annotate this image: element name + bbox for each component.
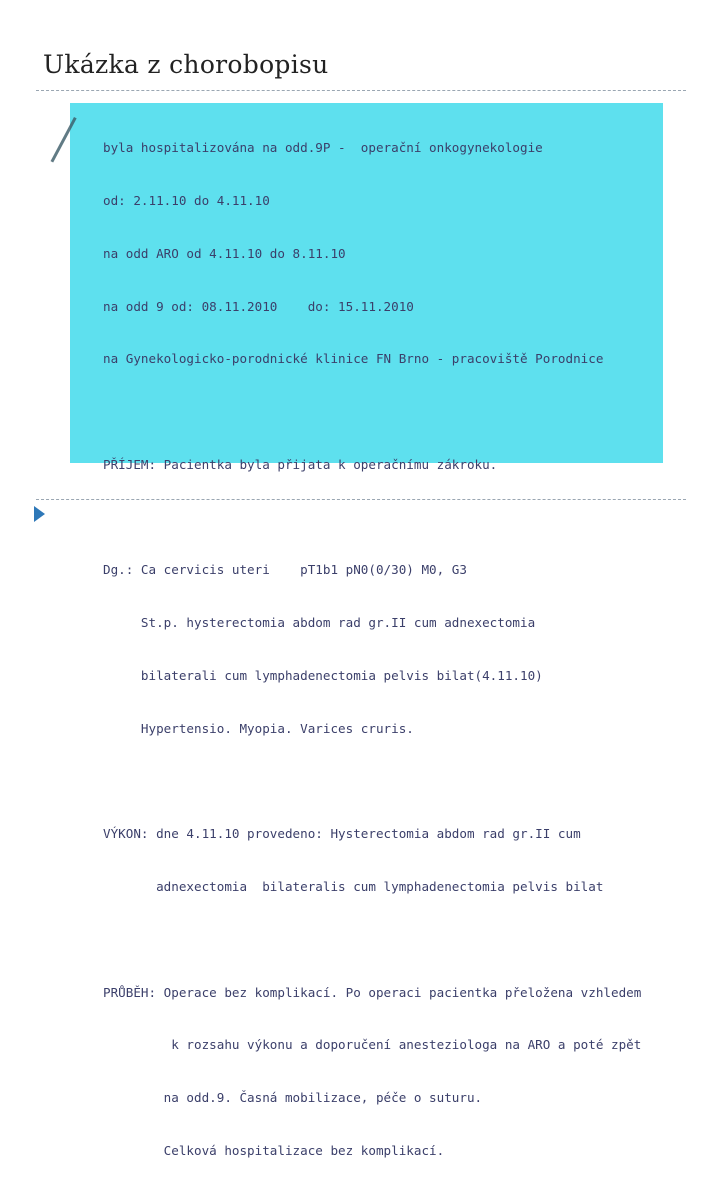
- triangle-right-icon[interactable]: [34, 506, 45, 522]
- document-line: bilaterali cum lymphadenectomia pelvis bilat(4.11.10): [103, 668, 543, 683]
- scanned-document: [70, 103, 663, 1159]
- document-line: byla hospitalizována na odd.9P - operační onkogynekologie: [103, 140, 543, 156]
- document-text: [103, 104, 641, 1195]
- document-line: na odd.9. Časná mobilizace, péče o suturu.: [103, 1090, 483, 1106]
- document-line: na Gynekologicko-porodnické klinice FN Brno - pracoviště Porodnice: [103, 351, 604, 367]
- document-line: [103, 931, 641, 949]
- document-line: [103, 773, 641, 791]
- document-line: Hypertensio. Myopia. Varices cruris.: [103, 720, 414, 736]
- scan-artifact: [51, 117, 77, 163]
- document-line: PŘÍJEM: Pacientka byla přijata k operačnímu zákroku.: [103, 456, 498, 472]
- document-line: Dg.: Ca cervicis uteri pT1b1 pN0(0/30) M0, G3: [103, 562, 467, 578]
- document-line: [103, 509, 641, 527]
- document-line: na odd ARO od 4.11.10 do 8.11.10: [103, 245, 346, 261]
- slide-title: Ukázka z chorobopisu: [43, 50, 329, 79]
- document-line: St.p. hysterectomia abdom rad gr.II cum adnexectomia: [103, 615, 536, 631]
- document-line: od: 2.11.10 do 4.11.10: [103, 192, 270, 208]
- document-line: na odd 9 od: 08.11.2010 do: 15.11.2010: [103, 298, 414, 314]
- document-line: k rozsahu výkonu a doporučení anesteziologa na ARO a poté zpět: [103, 1037, 642, 1053]
- document-line: VÝKON: dne 4.11.10 provedeno: Hysterectomia abdom rad gr.II cum: [103, 826, 581, 842]
- document-line: PRŮBĚH: Operace bez komplikací. Po operaci pacientka přeložena vzhledem: [103, 984, 642, 1000]
- document-line: Celková hospitalizace bez komplikací.: [103, 1143, 445, 1159]
- footer-divider: [36, 499, 686, 500]
- document-line: adnexectomia bilateralis cum lymphadenectomia pelvis bilat: [103, 879, 604, 895]
- title-divider: [36, 90, 686, 91]
- document-line: [103, 403, 641, 421]
